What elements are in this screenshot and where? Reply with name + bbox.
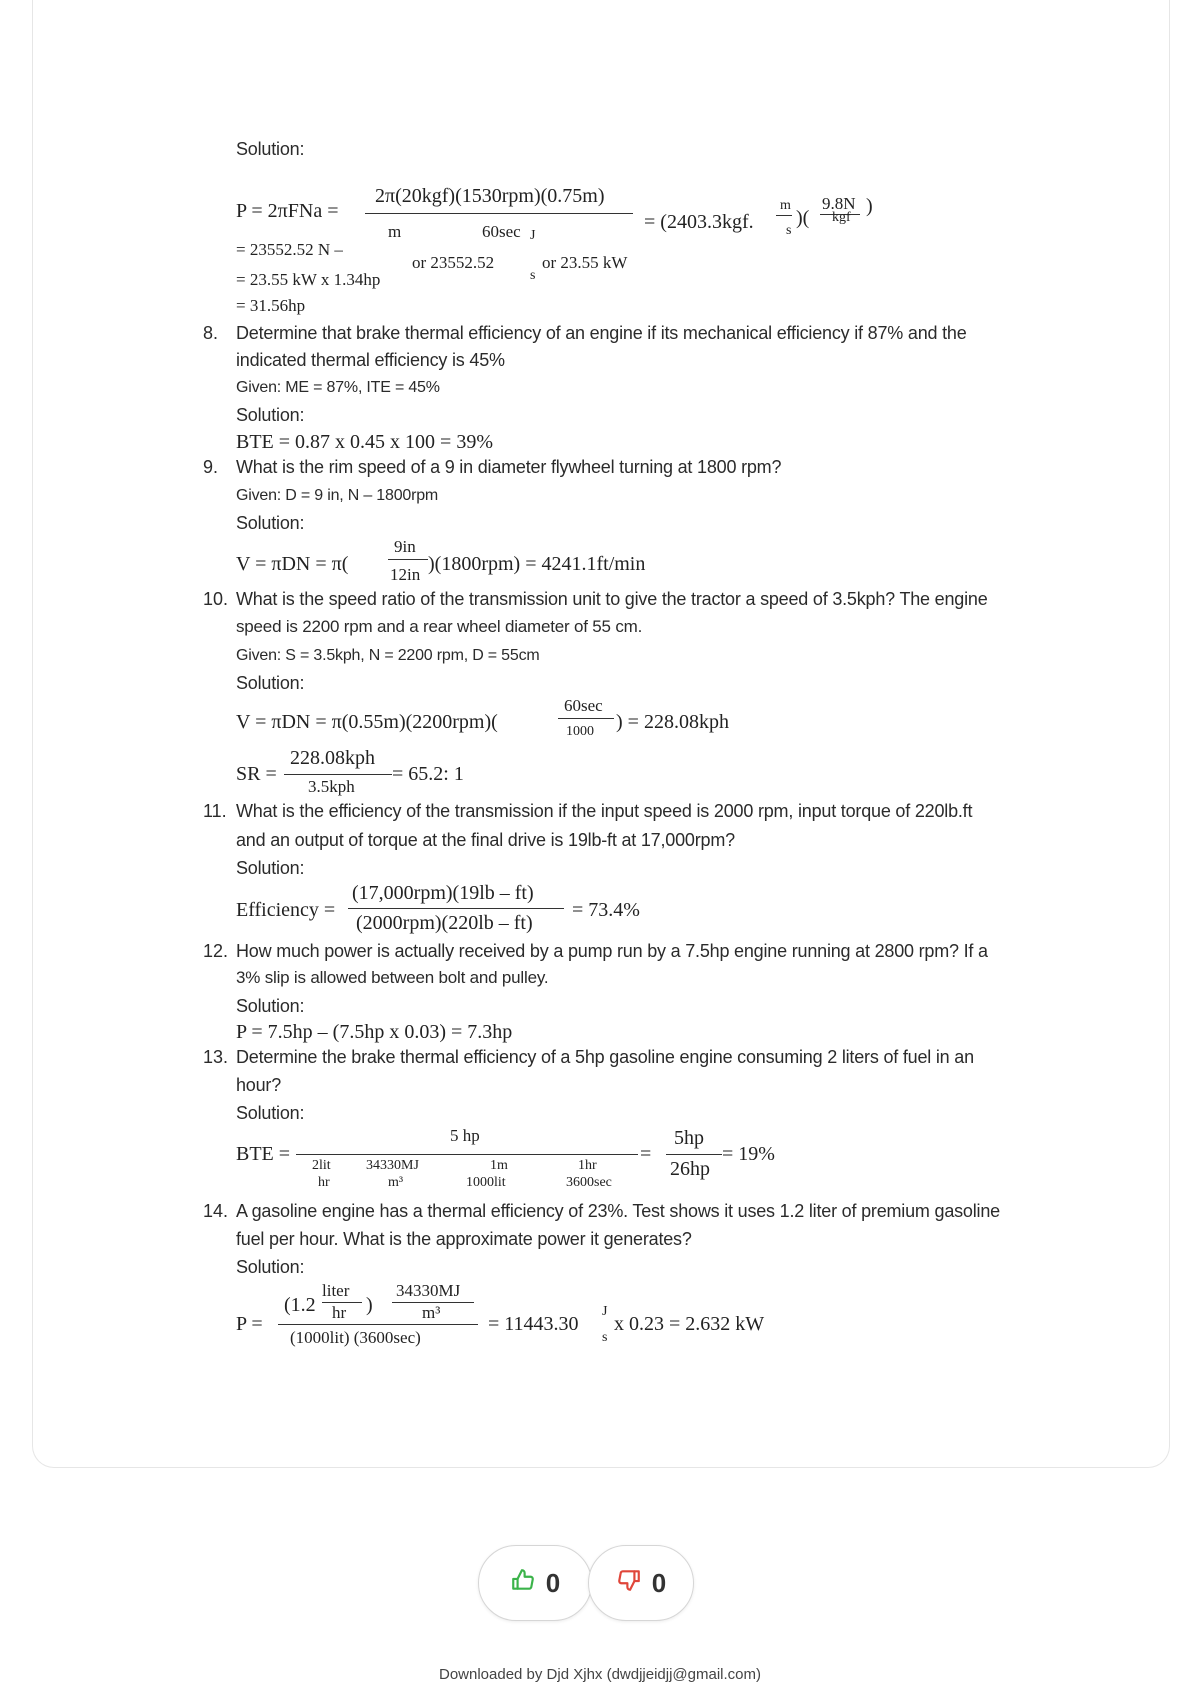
q9-text: What is the rim speed of a 9 in diameter flywheel turning at 1800 rpm? (236, 457, 782, 477)
q14-rhs-J: J (602, 1304, 608, 1319)
q14-lhs: P = (236, 1313, 263, 1335)
q13-mid: = (640, 1143, 652, 1165)
q10-sr-den: 3.5kph (308, 777, 355, 796)
q13-d3: 1m (490, 1158, 508, 1173)
q14-n1-close: ) (366, 1294, 373, 1316)
q14-n1: (1.2 (284, 1294, 316, 1316)
q10-v-bar (558, 718, 614, 719)
q9-given: Given: D = 9 in, N – 1800rpm (236, 487, 439, 504)
q14-n1-den: hr (332, 1303, 347, 1322)
downvote-button[interactable] (588, 1545, 694, 1621)
q13-d4: 1hr (578, 1158, 597, 1173)
q10-sr-bar (284, 774, 392, 775)
p7-fraction-bar (365, 213, 633, 214)
q14-text-line1: A gasoline engine has a thermal efficiency of 23%. Test shows it uses 1.2 liter of premium gasoline (236, 1201, 1000, 1221)
q8-text-line2: indicated thermal efficiency is 45% (236, 350, 505, 370)
q13-f2-bar (666, 1154, 722, 1155)
q10-sr-lhs: SR = (236, 763, 277, 785)
q10-text-line2: speed is 2200 rpm and a rear wheel diameter of 55 cm. (236, 617, 643, 636)
p7-numerator: 2π(20kgf)(1530rpm)(0.75m) (375, 185, 605, 207)
q14-frac-bar (278, 1324, 478, 1325)
q9-number: 9. (203, 457, 219, 477)
q10-v-den: 1000 (566, 724, 594, 739)
q10-number: 10. (203, 589, 229, 609)
q14-rhs: = 11443.30 (488, 1313, 579, 1335)
q12-solution-label: Solution: (236, 996, 305, 1016)
downvote-count: 0 (651, 1567, 667, 1598)
q8-solution: BTE = 0.87 x 0.45 x 100 = 39% (236, 431, 493, 453)
q11-frac-bar (348, 908, 564, 909)
p7-den-m: m (388, 222, 402, 241)
q13-d2: 34330MJ (366, 1158, 419, 1173)
q10-v-lhs: V = πDN = π(0.55m)(2200rpm)( (236, 711, 498, 733)
q13-rhs: = 19% (722, 1143, 775, 1165)
q14-text-line2: fuel per hour. What is the approximate power it generates? (236, 1229, 692, 1249)
q12-number: 12. (203, 941, 229, 961)
q9-solution-label: Solution: (236, 513, 305, 533)
q14-solution-label: Solution: (236, 1257, 305, 1277)
q13-d1: 2lit (312, 1158, 331, 1173)
p7-line2: = 23552.52 N – (236, 240, 343, 259)
p7-rhs-98n: 9.8N (822, 194, 856, 213)
q11-number: 11. (203, 801, 227, 821)
q13-num: 5 hp (450, 1126, 480, 1145)
q10-v-num: 60sec (564, 696, 603, 715)
p7-line3: = 23.55 kW x 1.34hp (236, 270, 381, 289)
p7-line2-J: J (530, 228, 536, 243)
q9-frac-bar (388, 559, 428, 560)
q14-n1-num: liter (322, 1281, 350, 1300)
q13-f2-den: 26hp (670, 1158, 710, 1180)
q9-lhs: V = πDN = π( (236, 553, 349, 575)
q8-number: 8. (203, 323, 219, 343)
q12-text-line2: 3% slip is allowed between bolt and pulley. (236, 968, 549, 987)
q13-d2b: m³ (388, 1175, 404, 1190)
q14-rhs-tail: x 0.23 = 2.632 kW (614, 1313, 765, 1335)
q11-text-line2: and an output of torque at the final drive is 19lb-ft at 17,000rpm? (236, 830, 735, 850)
q13-solution-label: Solution: (236, 1103, 305, 1123)
q13-d3b: 1000lit (466, 1175, 506, 1190)
thumbs-down-icon (616, 1567, 642, 1600)
q13-lhs: BTE = (236, 1143, 291, 1165)
q10-v-rhs: ) = 228.08kph (616, 711, 729, 733)
p7-lhs: P = 2πFNa = (236, 200, 339, 222)
q11-lhs: Efficiency = (236, 899, 336, 921)
q14-n2-num: 34330MJ (396, 1281, 461, 1300)
q9-frac-den: 12in (390, 565, 421, 584)
download-footer: Downloaded by Djd Xjhx (dwdjjeidjj@gmail.com) (438, 1666, 762, 1683)
q14-rhs-s: s (602, 1330, 608, 1345)
q8-solution-label: Solution: (236, 405, 305, 425)
p7-line2b: or 23552.52 (412, 253, 495, 272)
q10-solution-label: Solution: (236, 673, 305, 693)
q10-sr-rhs: = 65.2: 1 (392, 763, 464, 785)
p7-rhs-paren: )( (796, 207, 810, 229)
q9-rhs: )(1800rpm) = 4241.1ft/min (428, 553, 646, 575)
q13-number: 13. (203, 1047, 229, 1067)
q13-text-line1: Determine the brake thermal efficiency of a 5hp gasoline engine consuming 2 liters of fuel in an (236, 1047, 974, 1067)
p7-rhs-m: m (780, 198, 791, 213)
p7-line2-s: s (530, 268, 536, 283)
q13-text-line2: hour? (236, 1075, 282, 1095)
q11-den: (2000rpm)(220lb – ft) (356, 912, 533, 934)
p7-rhs-ms-bar (776, 215, 792, 216)
p7-rhs: = (2403.3kgf. (644, 211, 754, 233)
upvote-count: 0 (545, 1567, 561, 1598)
q11-rhs: = 73.4% (572, 899, 640, 921)
q11-text-line1: What is the efficiency of the transmission if the input speed is 2000 rpm, input torque of 220lb.ft (236, 801, 973, 821)
q13-f2-num: 5hp (674, 1127, 704, 1149)
q13-d4b: 3600sec (566, 1175, 612, 1190)
q13-d1b: hr (318, 1175, 330, 1190)
p7-line2c: or 23.55 kW (542, 253, 628, 272)
q12-text-line1: How much power is actually received by a pump run by a 7.5hp engine running at 2800 rpm? If a (236, 941, 988, 961)
p7-line4: = 31.56hp (236, 296, 306, 315)
q13-frac-bar (296, 1154, 638, 1155)
q11-num: (17,000rpm)(19lb – ft) (352, 882, 534, 904)
q10-text-line1: What is the speed ratio of the transmission unit to give the tractor a speed of 3.5kph? The engine (236, 589, 988, 609)
q8-given: Given: ME = 87%, ITE = 45% (236, 379, 440, 396)
q14-den: (1000lit) (3600sec) (290, 1328, 421, 1347)
upvote-button[interactable] (478, 1545, 592, 1621)
q14-number: 14. (203, 1201, 229, 1221)
q9-frac-num: 9in (394, 537, 416, 556)
thumbs-up-icon (510, 1567, 536, 1600)
p7-rhs-close: ) (866, 195, 873, 217)
p7-den-sec: 60sec (482, 222, 521, 241)
solution-label: Solution: (236, 139, 305, 159)
p7-rhs-s: s (786, 223, 792, 238)
q12-solution: P = 7.5hp – (7.5hp x 0.03) = 7.3hp (236, 1021, 513, 1043)
q14-n2-den: m³ (422, 1303, 441, 1322)
p7-rhs-kgf: kgf (832, 210, 851, 225)
q8-text-line1: Determine that brake thermal efficiency of an engine if its mechanical efficiency if 87% and the (236, 323, 967, 343)
q10-sr-num: 228.08kph (290, 747, 375, 769)
q10-given: Given: S = 3.5kph, N = 2200 rpm, D = 55cm (236, 647, 540, 664)
q11-solution-label: Solution: (236, 858, 305, 878)
